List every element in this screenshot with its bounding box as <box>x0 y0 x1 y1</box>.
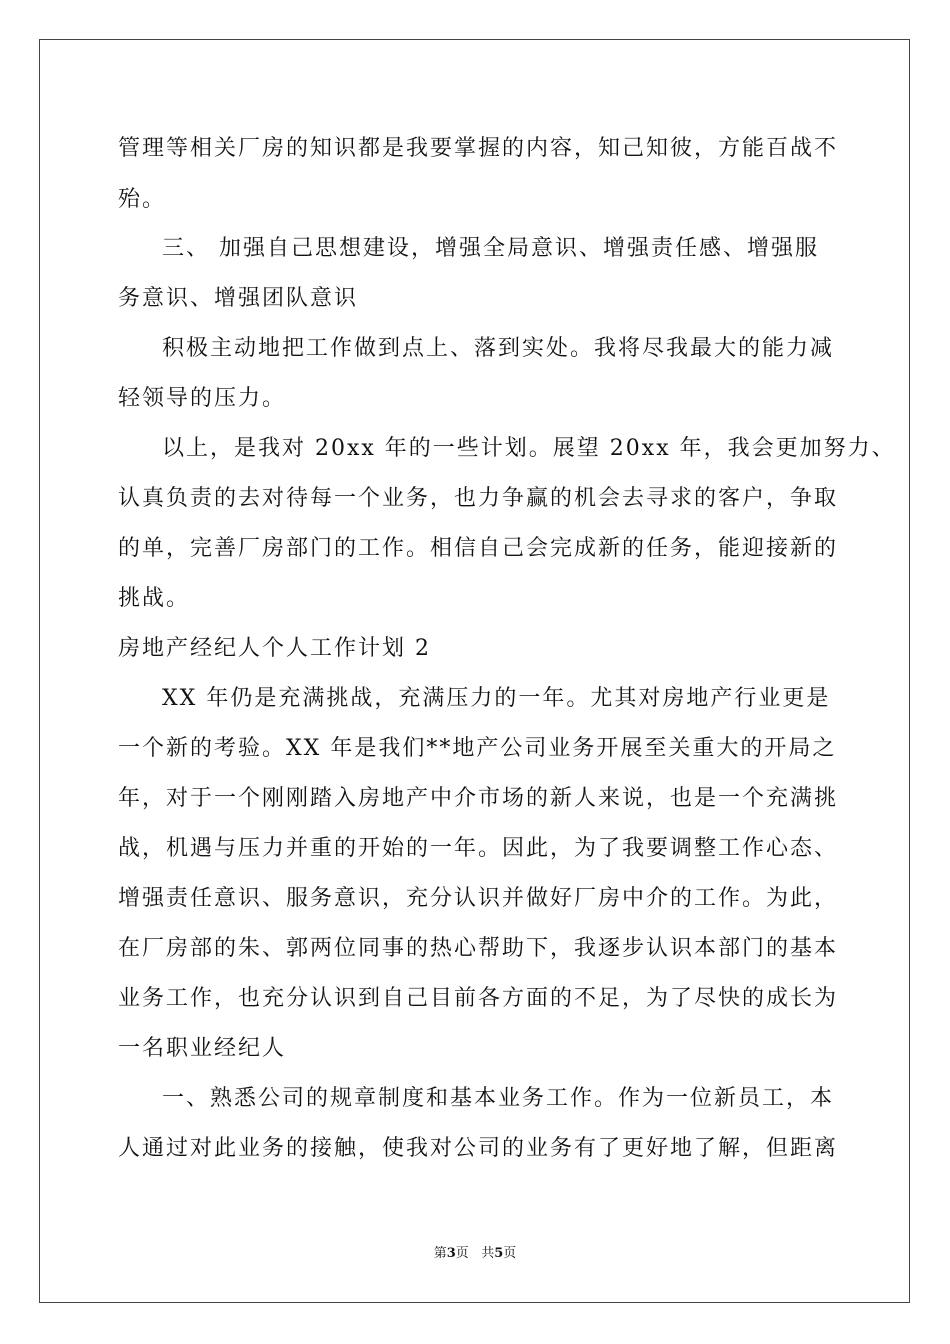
text-line: 积极主动地把工作做到点上、落到实处。我将尽我最大的能力减 <box>162 336 835 361</box>
page-total: 5 <box>494 1246 504 1261</box>
text-line: 以上，是我对 20xx 年的一些计划。展望 20xx 年，我会更加努力、 <box>162 436 896 461</box>
text-line: 一个新的考验。XX 年是我们**地产公司业务开展至关重大的开局之 <box>118 736 837 761</box>
text-line: 一、熟悉公司的规章制度和基本业务工作。作为一位新员工，本 <box>162 1086 835 1111</box>
text-line: 认真负责的去对待每一个业务，也力争赢的机会去寻求的客户，争取 <box>118 486 839 511</box>
text-line: 在厂房部的朱、郭两位同事的热心帮助下，我逐步认识本部门的基本 <box>118 936 839 961</box>
text-line: 管理等相关厂房的知识都是我要掌握的内容，知己知彼，方能百战不 <box>118 136 839 161</box>
text-line: 殆。 <box>118 187 167 212</box>
footer-mid: 页 共 <box>455 1246 495 1261</box>
text-line: 增强责任意识、服务意识，充分认识并做好厂房中介的工作。为此， <box>118 886 839 911</box>
text-line: XX 年仍是充满挑战，充满压力的一年。尤其对房地产行业更是 <box>162 686 831 711</box>
text-line: 的单，完善厂房部门的工作。相信自己会完成新的任务，能迎接新的 <box>118 536 839 561</box>
text-line: 一名职业经纪人 <box>118 1036 287 1061</box>
text-line: 务意识、增强团队意识 <box>118 286 359 311</box>
text-line: 人通过对此业务的接触，使我对公司的业务有了更好地了解，但距离 <box>118 1136 839 1161</box>
article-title: 房地产经纪人个人工作计划 2 <box>118 636 431 661</box>
section-heading: 三、 加强自己思想建设，增强全局意识、增强责任感、增强服 <box>162 236 819 261</box>
page-footer <box>0 1246 950 1262</box>
text-line: 挑战。 <box>118 586 191 611</box>
text-line: 年，对于一个刚刚踏入房地产中介市场的新人来说，也是一个充满挑 <box>118 786 839 811</box>
footer-suffix: 页 <box>503 1246 517 1261</box>
text-line: 业务工作，也充分认识到自己目前各方面的不足，为了尽快的成长为 <box>118 986 839 1011</box>
text-line: 轻领导的压力。 <box>118 386 287 411</box>
page-current: 3 <box>446 1246 456 1261</box>
text-line: 战，机遇与压力并重的开始的一年。因此，为了我要调整工作心态、 <box>118 836 839 861</box>
footer-prefix: 第 <box>433 1246 447 1261</box>
